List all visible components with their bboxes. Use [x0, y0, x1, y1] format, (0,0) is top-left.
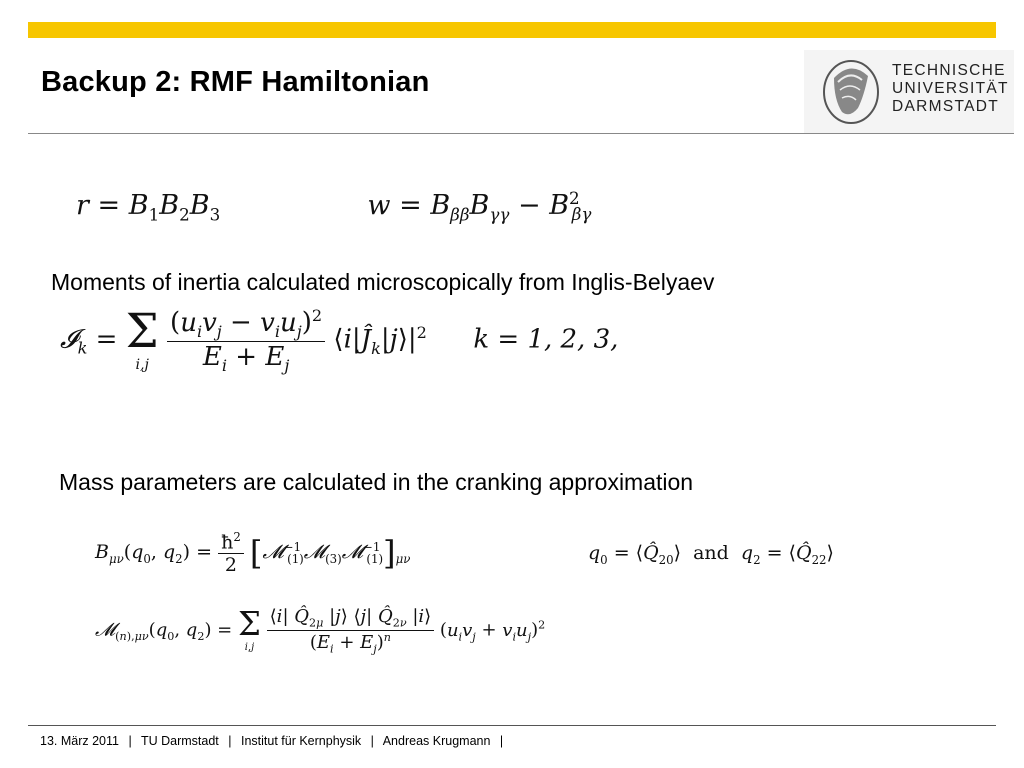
footer-institute: Institut für Kernphysik	[240, 734, 362, 748]
equation-moments-of-inertia: 𝓘$_k$ = Σ i,j $\frac{(u_iv_j - v_iu_j)^2}{E_i + E_j}$ $⟨i|Ĵ_k|j⟩|^2$ k = 1, 2, 3,	[60, 304, 619, 376]
and-word: and	[693, 542, 729, 564]
slide-title: Backup 2: RMF Hamiltonian	[41, 66, 430, 98]
footer-divider	[28, 725, 996, 726]
university-logo	[804, 50, 1014, 134]
footer-author: Andreas Krugmann	[382, 734, 491, 748]
footer-organization: TU Darmstadt	[140, 734, 219, 748]
equation-q-definitions: $q_0$ = $⟨Q̂_{20}⟩$ and $q_2$ = $⟨Q̂_{22}⟩$	[588, 542, 834, 567]
equation-r-w: $r = B_1B_2B_3$ $w = B_{\beta\beta}B_{\gamma\gamma} - B^2_{\beta\gamma}$	[76, 188, 592, 225]
logo-wordmark	[892, 62, 1009, 116]
athena-head-icon	[820, 56, 882, 126]
equation-mass-parameter: $B_{\mu\nu}(q_0$, $q_2$) = $\frac{ħ^2}{2}$ $[𝓜^{-1}_{(1)}𝓜_{(3)}𝓜^{-1}_{(1)}]_{\mu\nu}$	[95, 530, 411, 577]
accent-bar	[28, 22, 996, 38]
logo-line: DARMSTADT	[892, 98, 999, 115]
sum-operator: Σ i,j	[125, 304, 159, 373]
k-values: k = 1, 2, 3,	[473, 324, 619, 355]
logo-line: UNIVERSITÄT	[892, 80, 1009, 97]
sum-operator: Σ i,j	[238, 605, 261, 653]
header-divider	[28, 133, 1014, 134]
fraction: $\frac{(u_iv_j - v_iu_j)^2}{E_i + E_j}$	[167, 306, 325, 375]
footer-separator: |	[499, 734, 504, 748]
footer-separator: |	[128, 734, 132, 748]
fraction: $\frac{ħ^2}{2}$	[218, 530, 244, 576]
footer-separator: |	[228, 734, 232, 748]
logo-line: TECHNISCHE	[892, 62, 1006, 79]
fraction: $\frac{⟨i| Q̂_{2\mu} |j⟩ ⟨j| Q̂_{2\nu} |i⟩}{(E_i + E_j)^n}$	[267, 606, 435, 655]
moments-of-inertia-text: Moments of inertia calculated microscopically from Inglis-Belyaev	[51, 269, 715, 295]
footer-separator: |	[370, 734, 374, 748]
mass-parameters-text: Mass parameters are calculated in the cranking approximation	[59, 469, 694, 495]
footer-date: 13. März 2011	[40, 734, 119, 748]
equation-m-matrix: $𝓜_{(n),\mu\nu}(q_0$, $q_2$) = Σ i,j $\frac{⟨i| Q̂_{2\mu} |j⟩ ⟨j| Q̂_{2\nu} |i⟩}{(E_i + E_j)^n}$ $(u_iv_j + v_iu_j)^2$	[95, 605, 546, 656]
footer	[40, 734, 509, 748]
